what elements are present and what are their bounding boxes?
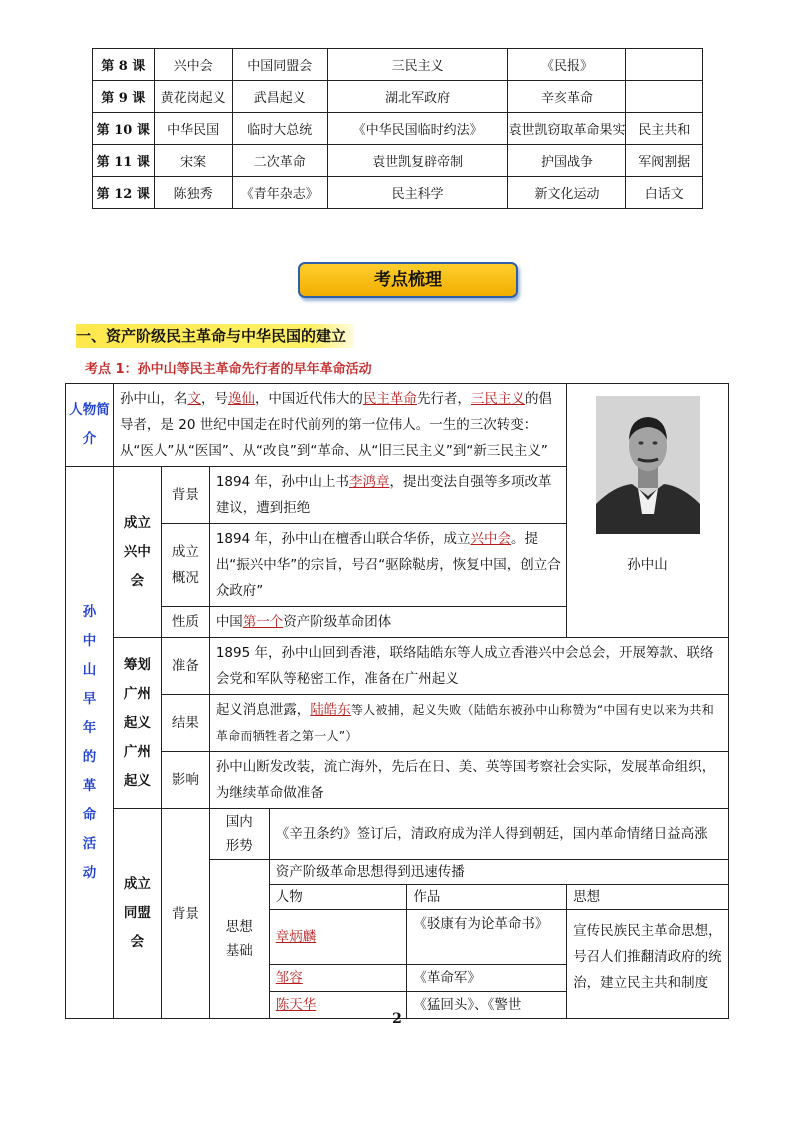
tmh-gn-label: 国内形势 <box>209 809 269 860</box>
table-cell: 袁世凯窃取革命果实 <box>508 113 626 145</box>
section-heading: 一、资产阶级民主革命与中华民国的建立 <box>76 324 354 348</box>
table-cell: 新文化运动 <box>508 177 626 209</box>
table-cell: 护国战争 <box>508 145 626 177</box>
gz-jg-text: 起义消息泄露，陆皓东等人被捕，起义失败（陆皓东被孙中山称赞为“中国有史以来为共和革命而牺牲者之第一人”） <box>209 695 728 752</box>
table-cell: 中华民国 <box>154 113 232 145</box>
idea-text: 宣传民族民主革命思想，号召人们推翻清政府的统治，建立民主共和制度 <box>567 910 729 1019</box>
tongmenghui-label: 成立同盟会 <box>113 809 161 1019</box>
gz-zb-label: 准备 <box>161 638 209 695</box>
table-cell: 民主共和 <box>626 113 703 145</box>
gz-yx-label: 影响 <box>161 752 209 809</box>
tmh-sx-header: 资产阶级革命思想得到迅速传播 <box>269 860 728 885</box>
table-cell: 兴中会 <box>154 49 232 81</box>
work-row: 《猛回头》、《警世 <box>407 992 567 1019</box>
lesson-label: 第 12 课 <box>93 177 155 209</box>
main-label: 孙中山早年的革命活动 <box>66 467 114 1019</box>
work-row: 《革命军》 <box>407 965 567 992</box>
table-cell: 陈独秀 <box>154 177 232 209</box>
xzh-xz-label: 性质 <box>161 607 209 638</box>
table-row <box>93 81 703 113</box>
gz-yx-text: 孙中山断发改装，流亡海外，先后在日、美、英等国考察社会实际，发展革命组织，为继续革命做准备 <box>209 752 728 809</box>
table-cell: 中国同盟会 <box>232 49 327 81</box>
table-cell: 袁世凯复辟帝制 <box>327 145 508 177</box>
col-idea: 思想 <box>567 885 729 910</box>
person-row: 陈天华 <box>269 992 407 1019</box>
guangzhou-label: 筹划广州起义广州起义 <box>113 638 161 809</box>
gz-jg-label: 结果 <box>161 695 209 752</box>
table-cell: 宋案 <box>154 145 232 177</box>
table-cell: 军阀割据 <box>626 145 703 177</box>
xzh-bg-text: 1894 年，孙中山上书李鸿章，提出变法自强等多项改革建议，遭到拒绝 <box>209 467 566 524</box>
col-person: 人物 <box>269 885 407 910</box>
intro-text: 孙中山，名文，号逸仙，中国近代伟大的民主革命先行者，三民主义的倡导者，是 20 世纪中国走在时代前列的第一位伟人。一生的三次转变：从“医人”从“医国”、从“改良”到“革命、从“旧三民主义”到“新三民主义” <box>113 384 566 467</box>
table-cell <box>626 49 703 81</box>
intro-label: 人物简介 <box>66 384 114 467</box>
table-cell: 《中华民国临时约法》 <box>327 113 508 145</box>
xzh-bg-label: 背景 <box>161 467 209 524</box>
tmh-bg-label: 背景 <box>161 809 209 1019</box>
col-work: 作品 <box>407 885 567 910</box>
lesson-label: 第 10 课 <box>93 113 155 145</box>
table-row <box>93 145 703 177</box>
table-cell: 民主科学 <box>327 177 508 209</box>
lesson-label: 第 9 课 <box>93 81 155 113</box>
xzh-gk-label: 成立概况 <box>161 524 209 607</box>
lessons-table <box>92 48 703 209</box>
sun-yatsen-table <box>65 383 729 1019</box>
kaodian-title: 考点 1：孙中山等民主革命先行者的早年革命活动 <box>85 362 372 377</box>
xzh-gk-text: 1894 年，孙中山在檀香山联合华侨，成立兴中会。提出“振兴中华”的宗旨，号召“驱除鞑虏，恢复中国，创立合众政府” <box>209 524 566 607</box>
xingzhonghui-label: 成立兴中会 <box>113 467 161 638</box>
portrait-caption: 孙中山 <box>627 557 668 573</box>
table-row <box>93 113 703 145</box>
tmh-gn-text: 《辛丑条约》签订后，清政府成为洋人得到朝廷，国内革命情绪日益高涨 <box>269 809 728 860</box>
table-cell: 三民主义 <box>327 49 508 81</box>
table-cell: 湖北军政府 <box>327 81 508 113</box>
section-banner: 考点梳理 <box>298 262 518 298</box>
person-row: 邹容 <box>269 965 407 992</box>
table-cell <box>626 81 703 113</box>
portrait-cell <box>567 384 729 638</box>
table-cell: 辛亥革命 <box>508 81 626 113</box>
table-row <box>93 177 703 209</box>
table-cell: 黄花岗起义 <box>154 81 232 113</box>
table-cell: 武昌起义 <box>232 81 327 113</box>
table-row <box>93 49 703 81</box>
xzh-xz-text: 中国第一个资产阶级革命团体 <box>209 607 566 638</box>
table-cell: 白话文 <box>626 177 703 209</box>
table-cell: 《民报》 <box>508 49 626 81</box>
lesson-label: 第 11 课 <box>93 145 155 177</box>
page-number: 2 <box>392 1011 402 1027</box>
table-cell: 二次革命 <box>232 145 327 177</box>
table-cell: 《青年杂志》 <box>232 177 327 209</box>
work-row: 《驳康有为论革命书》 <box>407 910 567 965</box>
gz-zb-text: 1895 年，孙中山回到香港，联络陆皓东等人成立香港兴中会总会，开展筹款、联络会党和军队等秘密工作，准备在广州起义 <box>209 638 728 695</box>
table-cell: 临时大总统 <box>232 113 327 145</box>
tmh-sx-label: 思想基础 <box>209 860 269 1019</box>
person-row: 章炳麟 <box>269 910 407 965</box>
lesson-label: 第 8 课 <box>93 49 155 81</box>
portrait-photo <box>596 396 700 534</box>
